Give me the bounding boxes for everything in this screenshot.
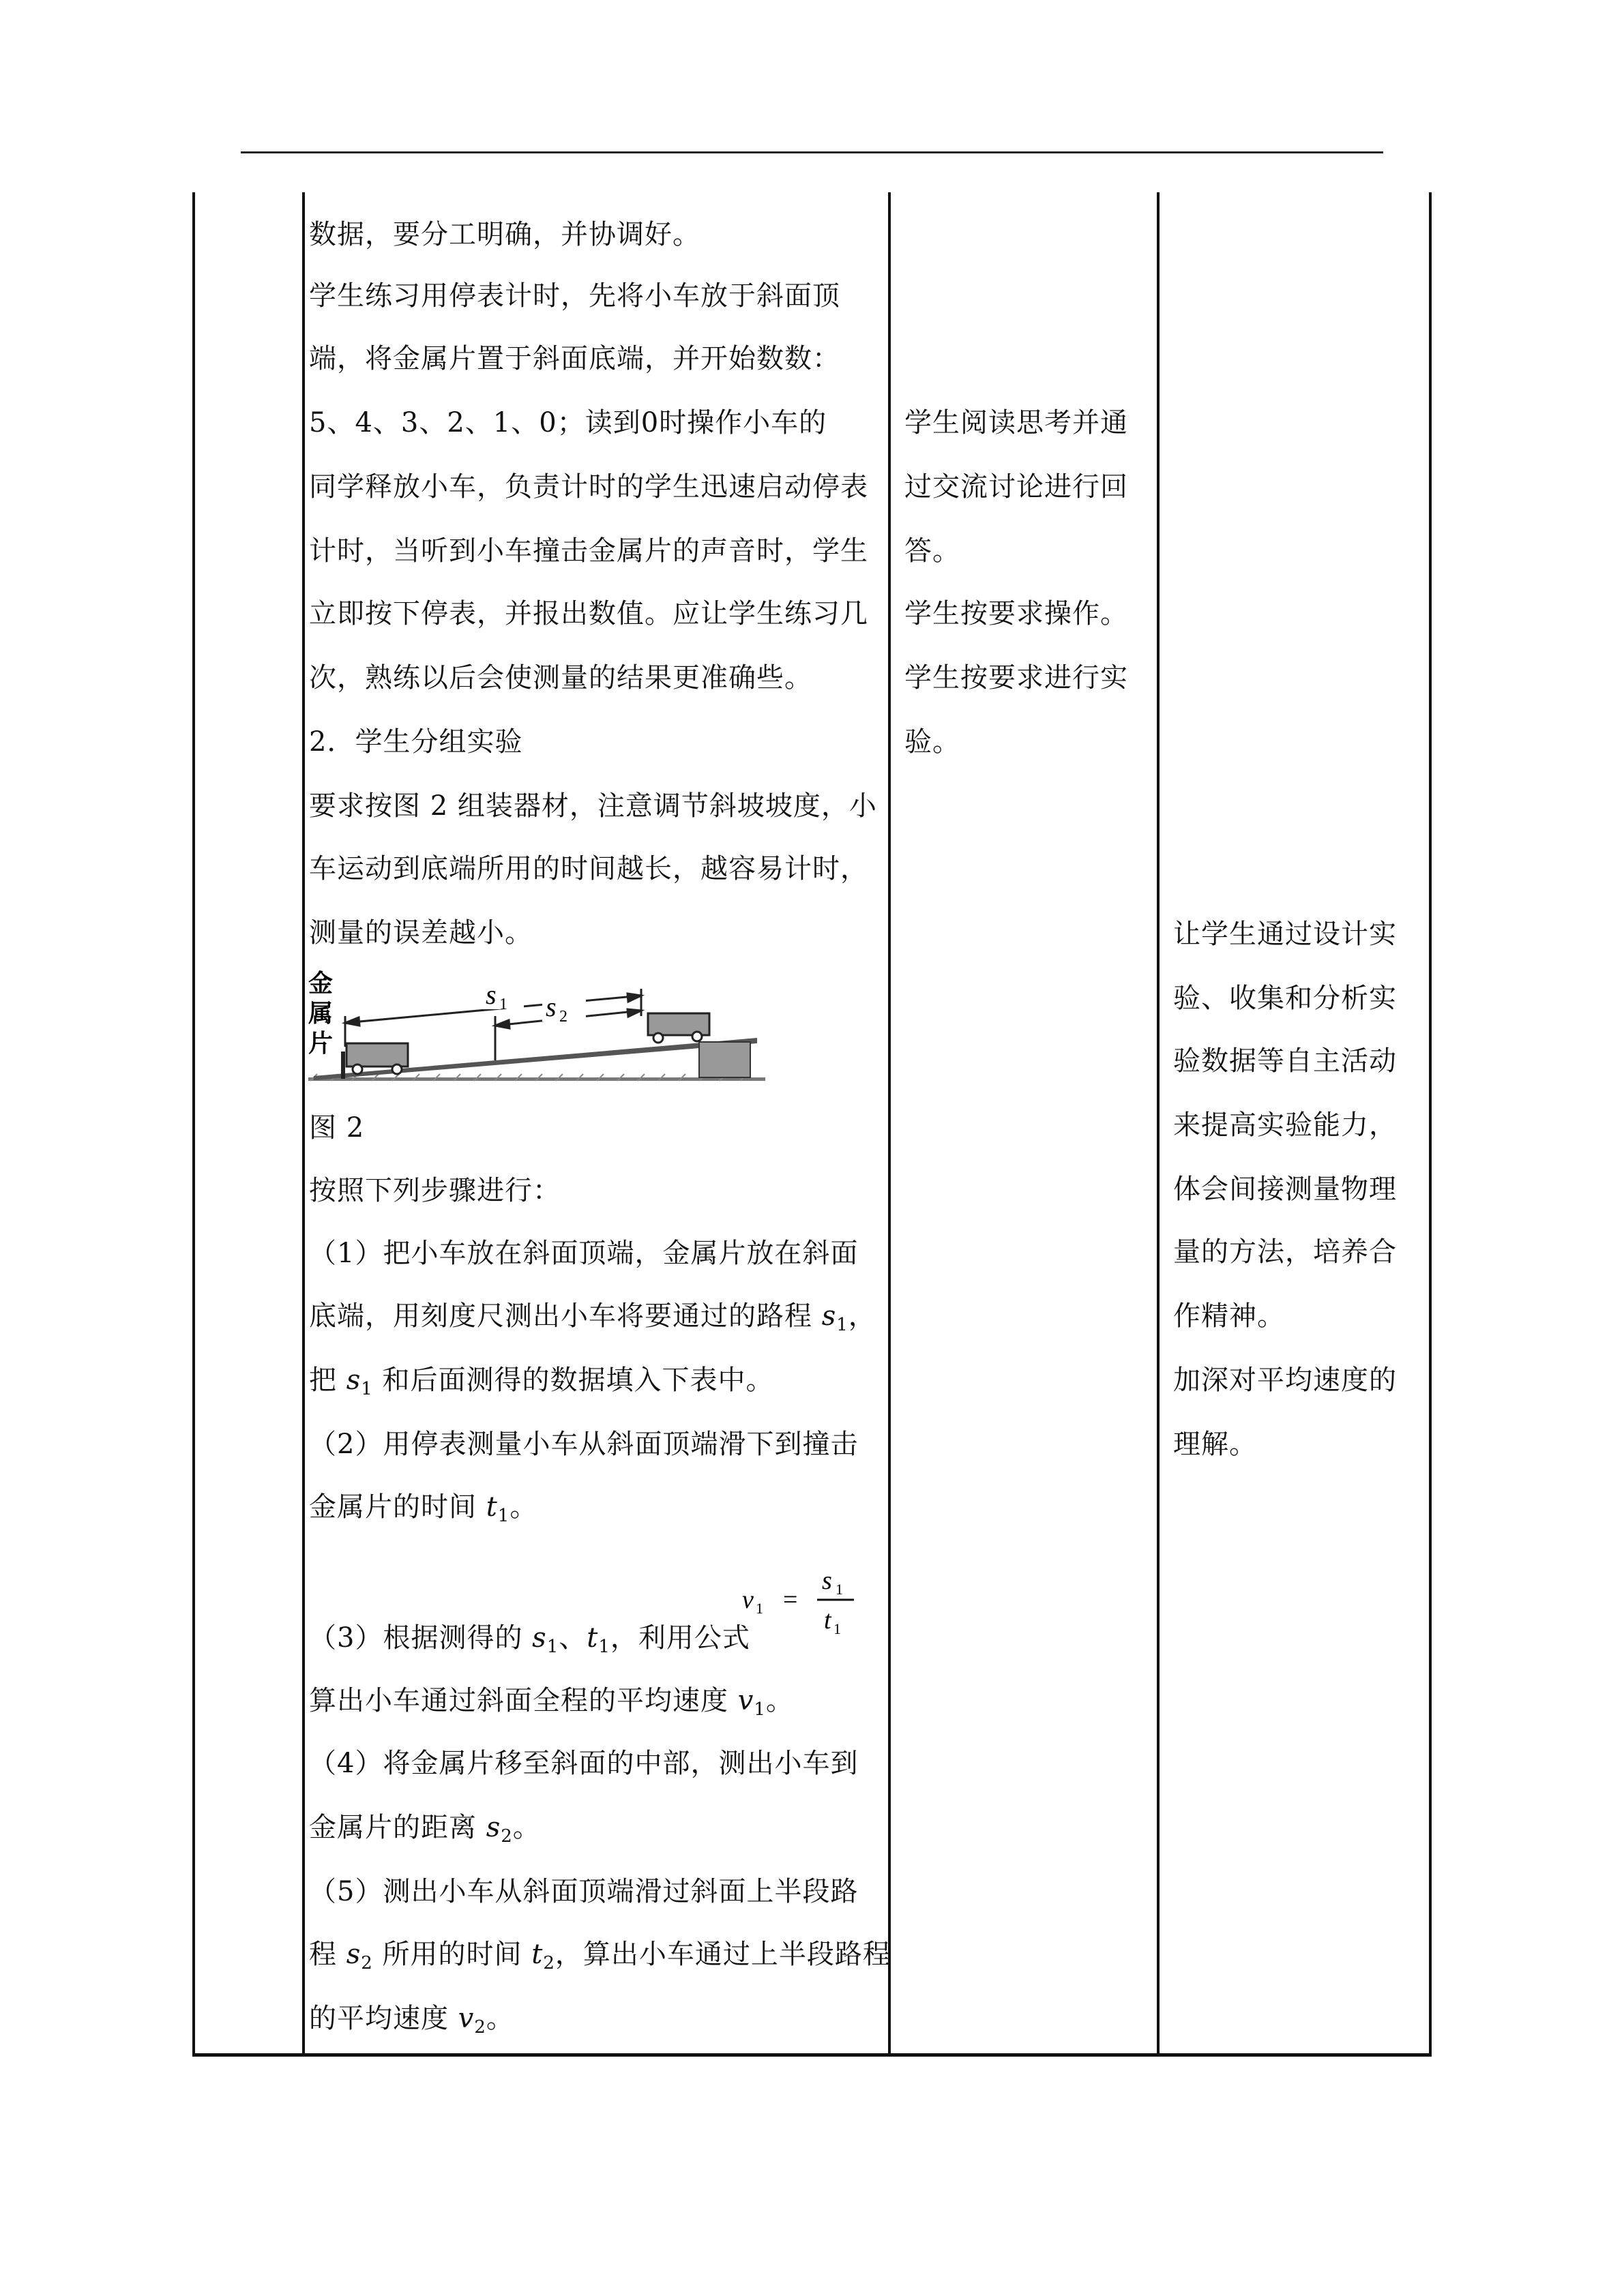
text-line: 同学释放小车，负责计时的学生迅速启动停表	[309, 471, 868, 503]
svg-text:1: 1	[833, 1620, 841, 1637]
text-line: 金属片的时间 $t_1$。	[309, 1491, 538, 1526]
svg-text:=: =	[783, 1585, 798, 1614]
text-line: 验、收集和分析实	[1173, 983, 1397, 1014]
text-line: （3）根据测得的 $s_1$、$t_1$，利用公式	[309, 1622, 750, 1657]
support-block	[699, 1042, 750, 1077]
text-line: 计时，当听到小车撞击金属片的声音时，学生	[309, 535, 868, 567]
table-border-right	[1429, 192, 1432, 2056]
table-divider-3	[1157, 192, 1160, 2056]
text-line: 让学生通过设计实	[1173, 919, 1397, 950]
svg-text:v: v	[742, 1585, 754, 1614]
text-line: 验数据等自主活动	[1173, 1045, 1397, 1077]
text-line: 次，熟练以后会使测量的结果更准确些。	[309, 662, 812, 694]
table-border-bottom	[192, 2053, 1432, 2057]
svg-text:1: 1	[836, 1581, 843, 1598]
text-line: 作精神。	[1173, 1300, 1285, 1332]
s1-label: s	[486, 979, 497, 1010]
text-line: （5）测出小车从斜面顶端滑过斜面上半段路	[309, 1876, 859, 1907]
text-line: 要求按图 2 组装器材，注意调节斜坡坡度，小	[309, 790, 877, 822]
text-line: 程 $s_2$ 所用的时间 $t_2$，算出小车通过上半段路程	[309, 1939, 891, 1973]
text-line: （4）将金属片移至斜面的中部，测出小车到	[309, 1748, 859, 1779]
text-line: 验。	[904, 726, 960, 758]
text-line: 来提高实验能力，	[1173, 1109, 1397, 1141]
text-line: 答。	[904, 535, 960, 567]
text-line: （1）把小车放在斜面顶端，金属片放在斜面	[309, 1238, 859, 1269]
plate-label: 金	[308, 969, 334, 998]
text-line: 学生练习用停表计时，先将小车放于斜面顶	[309, 280, 840, 312]
incline-diagram	[307, 968, 778, 1088]
text-line: 加深对平均速度的	[1173, 1365, 1397, 1396]
text-line: 体会间接测量物理	[1173, 1174, 1397, 1205]
text-line: 底端，用刻度尺测出小车将要通过的路程 $s_1$，	[309, 1300, 876, 1335]
table-border-left	[192, 192, 195, 2056]
svg-text:s: s	[822, 1566, 832, 1595]
text-line: 金属片的距离 $s_2$。	[309, 1812, 541, 1847]
svg-text:片: 片	[308, 1029, 334, 1058]
text-line: 车运动到底端所用的时间越长，越容易计时，	[309, 853, 868, 884]
text-line: 学生阅读思考并通	[904, 407, 1128, 438]
svg-text:t: t	[824, 1606, 831, 1635]
text-line: 立即按下停表，并报出数值。应让学生练习几	[309, 598, 868, 629]
svg-text:2: 2	[559, 1008, 567, 1026]
figure-caption: 图 2	[309, 1112, 365, 1144]
section-heading: 2．学生分组实验	[309, 726, 523, 758]
text-line: 学生按要求操作。	[904, 598, 1128, 629]
text-line: （2）用停表测量小车从斜面顶端滑下到撞击	[309, 1429, 859, 1460]
text-line: 学生按要求进行实	[904, 662, 1128, 694]
car-top	[648, 1013, 709, 1043]
text-line: 理解。	[1173, 1429, 1257, 1460]
velocity-formula	[737, 1562, 859, 1643]
svg-text:1: 1	[756, 1600, 763, 1617]
text-line: 算出小车通过斜面全程的平均速度 $v_1$。	[309, 1685, 794, 1720]
svg-text:属: 属	[308, 999, 334, 1028]
table-divider-1	[302, 192, 305, 2056]
text-line: 过交流讨论进行回	[904, 471, 1128, 503]
text-line: 数据，要分工明确，并协调好。	[309, 219, 700, 250]
text-line: 端，将金属片置于斜面底端，并开始数数：	[309, 343, 840, 374]
car-bottom	[346, 1043, 408, 1074]
text-line: 的平均速度 $v_2$。	[309, 2003, 514, 2038]
svg-text:1: 1	[499, 996, 507, 1013]
metal-plate	[341, 1052, 345, 1079]
text-line: 把 $s_1$ 和后面测得的数据填入下表中。	[309, 1365, 774, 1399]
table-divider-2	[888, 192, 891, 2056]
text-line: 按照下列步骤进行：	[309, 1175, 561, 1206]
text-line: 测量的误差越小。	[309, 917, 533, 949]
text-line: 5、4、3、2、1、0；读到0时操作小车的	[309, 407, 827, 438]
s2-label: s	[546, 992, 557, 1022]
text-line: 量的方法，培养合	[1173, 1236, 1397, 1268]
